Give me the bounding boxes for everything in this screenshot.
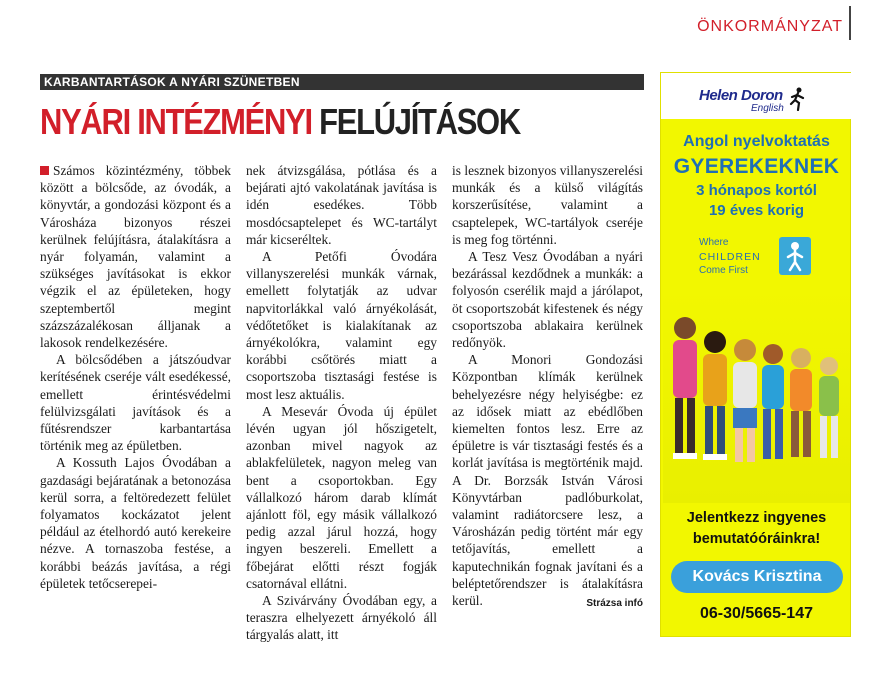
slogan-line-2: CHILDREN [699,251,761,263]
ad-slogan [699,236,761,278]
brand-logo: Helen Doron [699,87,783,104]
paragraph: A Kossuth Lajos Óvodában a gazdasági bejáratának a betonozása kerül sorra, a feltöredezett felület folyamatos kockázatot jelent például az ételhordó autó kerekeire nézve. A tornaszoba festése, a korábbi beázás javítása, a régi épületek tetőcserepei- [40,455,231,591]
headline-red-part: NYÁRI INTÉZMÉNYI [40,101,312,142]
paragraph: nek átvizsgálása, pótlása és a bejárati ajtó vakolatának javítása is idén esedékes. Több mosdócsaptelepet és WC-tartályt már kicseréltek. [246,163,437,247]
article-signature: Strázsa infó [586,598,643,610]
paragraph: A Petőfi Óvodára villanyszerelési munkák várnak, emellett folytatják az udvar napvitorlákkal való árnyékolását, védőtetőket is kialakítanak az árnyékolókra, valamint egy korábbi csőtörés miatt a csoportszoba tisztasági festése is most lesz aktuális. [246,249,437,402]
slogan-line-3: Come First [699,265,748,276]
running-person-icon [787,87,809,111]
advertisement[interactable] [660,72,851,637]
paragraph: A bölcsődében a játszóudvar kerítésének cseréje vált esedékessé, emellett érintésvédelmi felülvizsgálati javítások és a fűtésrendszer karbantartása történik meg az épületben. [40,352,231,454]
paragraph: is lesznek bizonyos villanyszerelési munkák és a külső világítás korszerűsítése, valamint a csaptelepek, WC-tartályok cseréje is meg fog történni. [452,163,643,247]
ad-headline-1: Angol nyelvoktatás [683,133,830,150]
ad-cta-line-1: Jelentkezz ingyenes [686,510,827,526]
headline-dark-part: FELÚJÍTÁSOK [319,101,520,142]
ad-headline-4: 19 éves korig [708,202,805,219]
brand-logo-sub: English [751,103,784,114]
ad-cta-line-2: bemutatóóráinkra! [692,531,821,547]
children-photo-illustration [663,288,850,503]
ad-logo-area [661,73,852,119]
article-body [40,162,644,644]
paragraph-bullet-icon [40,166,49,175]
paragraph [452,351,643,609]
paragraph: A Szivárvány Óvodában egy, a teraszra elhelyezett árnyékoló áll tárgyalás alatt, itt [246,593,437,643]
article-column-3 [452,162,643,644]
paragraph: A Mesevár Óvoda új épület lévén ugyan jól hőszigetelt, azonban mivel nagyok az ablakfelületek, nagyon meleg van bent a csoportokban. Egy vállalkozó három darab klímát ajánlott föl, egy másik vállalkozó pedig azzal járul hozzá, hogy ingyen beszereli. Emellett a főbejárat előtti részt fogják csatornával ellátni. [246,403,437,591]
ad-headline-2: GYEREKEKNEK [673,155,840,178]
article-kicker: KARBANTARTÁSOK A NYÁRI SZÜNETBEN [40,74,644,90]
paragraph: A Tesz Vesz Óvodában a nyári bezárással kezdődnek a munkák: a folyosón cserélik majd a járólapot, öt csoportszobát kifestenek és négy csoportszoba ablakaira kerülnek redőnyök. [452,249,643,351]
slogan-line-1: Where [699,237,729,248]
contact-phone[interactable]: 06-30/5665-147 [700,605,813,622]
slogan-emblem-icon [779,237,811,275]
paragraph-text: A Monori Gondozási Központban klímák kerülnek behelyezésre négy helyiségbe: ez az idősek miatt az ebédlőben kiemelten fontos lesz. Erre az épületre is vár tisztasági festés és a korlát javítása is megtörténik majd. A Dr. Borzsák István Városi Könyvtárban padlóburkolat, valamint radiátorcsere lesz, a Városházán pedig történt már egy tetőjavítás, emellett a kaputechnikán fognak javítani és a beléptetőrendszer is átalakításra kerül. [452,352,643,609]
article-column-1 [40,162,231,644]
ad-headline-3: 3 hónapos kortól [696,182,817,199]
section-title: ÖNKORMÁNYZAT [697,18,843,35]
paragraph [40,162,231,351]
article-column-2 [246,162,437,644]
article-headline [40,101,520,143]
contact-name-button[interactable]: Kovács Krisztina [671,561,843,593]
section-divider [849,6,851,40]
paragraph-text: Számos közintézmény, többek között a bölcsőde, az óvodák, a könyvtár, a gondozási központ és a Városháza bizonyos részei kerülnek felújításra, átalakításra a nyár folyamán, valamint a szükséges javításokat is ekkor végzik el az épületeken, hogy szeptembertől megint százszázalékosan álljanak a lakosok rendelkezésére. [40,163,231,351]
